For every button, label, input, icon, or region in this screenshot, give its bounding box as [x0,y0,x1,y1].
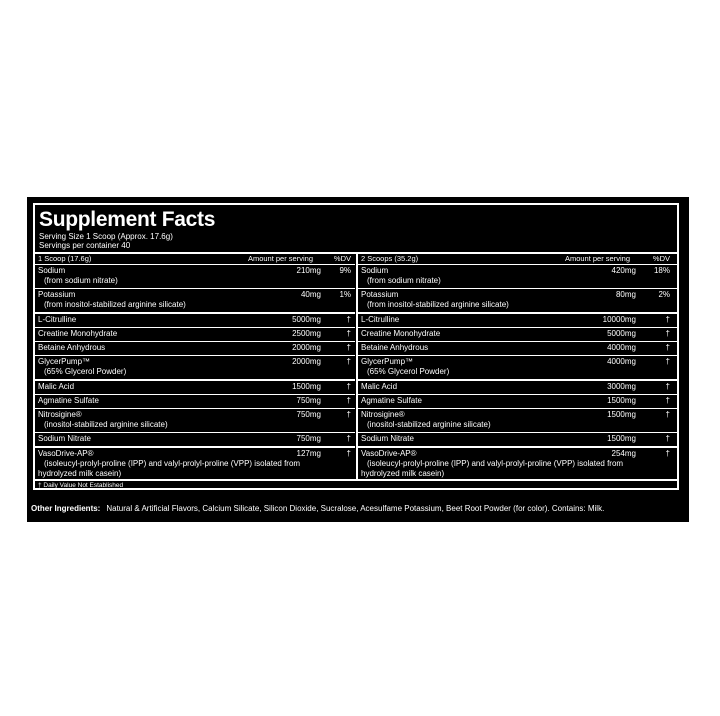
footnote: † Daily Value Not Established [35,479,677,491]
ingredient-row [35,328,355,342]
column-header [358,254,678,265]
ingredient-name: Malic Acid [361,382,398,391]
ingredient-name: Malic Acid [38,382,75,391]
ingredient-amount: 1500mg [292,382,321,391]
ingredient-amount: 750mg [296,434,321,443]
ingredient-row [358,409,678,433]
one-scoop-column [35,254,355,481]
ingredient-name: L-Citrulline [361,315,400,324]
ingredient-row [35,314,355,328]
ingredient-row [35,289,355,314]
ingredient-name: Agmatine Sulfate [361,396,422,405]
facts-table [33,203,679,490]
ingredient-row [35,395,355,409]
ingredient-amount: 4000mg [607,343,636,352]
ingredient-source: (from sodium nitrate) [44,276,118,285]
ingredient-name: Agmatine Sulfate [38,396,99,405]
ingredient-name: Sodium [38,266,66,275]
ingredient-amount: 5000mg [292,315,321,324]
ingredient-row [358,356,678,381]
ingredient-row [35,356,355,381]
ingredient-amount: 80mg [615,290,636,299]
ingredient-name: Sodium [361,266,389,275]
ingredient-source: (from inositol-stabilized arginine silicate) [367,300,509,309]
ingredient-dv: † [665,357,670,366]
ingredient-row [358,448,678,481]
ingredient-dv: † [346,343,351,352]
ingredient-dv: † [665,434,670,443]
ingredient-name: Sodium Nitrate [38,434,91,443]
ingredient-source: (isoleucyl-prolyl-proline (IPP) and valyl-prolyl-proline (VPP) isolated from [367,459,624,468]
column-header [35,254,355,265]
ingredient-row [358,289,678,314]
ingredient-source: (from sodium nitrate) [367,276,441,285]
other-ingredients-label: Other Ingredients: [31,504,101,513]
ingredient-name: VasoDrive-AP® [38,449,94,458]
ingredient-row [358,381,678,395]
ingredient-name: Potassium [361,290,399,299]
ingredient-dv: † [346,434,351,443]
ingredient-dv: † [346,382,351,391]
ingredient-row [35,409,355,433]
ingredient-dv: † [665,396,670,405]
ingredient-row [358,314,678,328]
facts-title: Supplement Facts [39,208,216,231]
ingredient-name: Betaine Anhydrous [38,343,106,352]
ingredient-row [358,395,678,409]
ingredient-source: (65% Glycerol Powder) [44,367,127,376]
ingredient-amount: 750mg [296,396,321,405]
ingredient-row [358,328,678,342]
ingredient-row [35,433,355,448]
ingredient-amount: 254mg [611,449,636,458]
ingredient-amount: 5000mg [607,329,636,338]
ingredient-name: Nitrosigine® [38,410,82,419]
two-scoops-column [358,254,678,481]
ingredient-dv: 2% [658,290,670,299]
ingredient-source: (from inositol-stabilized arginine silicate) [44,300,186,309]
serving-label: 1 Scoop (17.6g) [38,254,92,263]
dv-header: %DV [652,254,670,263]
ingredient-name: Betaine Anhydrous [361,343,429,352]
ingredient-name: Potassium [38,290,76,299]
ingredient-name: Creatine Monohydrate [38,329,118,338]
ingredient-name: GlycerPump™ [361,357,414,366]
dv-header: %DV [333,254,351,263]
ingredient-amount: 420mg [611,266,636,275]
ingredient-dv: 1% [339,290,351,299]
ingredient-name: Creatine Monohydrate [361,329,441,338]
ingredient-dv: 18% [653,266,670,275]
ingredient-name: Sodium Nitrate [361,434,414,443]
ingredient-row [35,265,355,289]
ingredient-amount: 4000mg [607,357,636,366]
ingredient-dv: † [346,449,351,458]
ingredient-amount: 1500mg [607,434,636,443]
ingredient-name: Nitrosigine® [361,410,405,419]
ingredient-dv: † [665,343,670,352]
ingredient-amount: 127mg [296,449,321,458]
amount-header: Amount per serving [564,254,630,263]
ingredient-source-cont: hydrolyzed milk casein) [38,469,122,478]
serving-size: Serving Size 1 Scoop (Approx. 17.6g) [39,232,173,241]
ingredient-amount: 750mg [296,410,321,419]
ingredient-dv: † [346,315,351,324]
ingredient-name: L-Citrulline [38,315,77,324]
ingredient-source-cont: hydrolyzed milk casein) [361,469,445,478]
ingredient-dv: † [346,329,351,338]
ingredient-row [358,265,678,289]
ingredient-name: VasoDrive-AP® [361,449,417,458]
ingredient-amount: 10000mg [602,315,636,324]
ingredient-row [35,448,355,481]
ingredient-dv: † [665,329,670,338]
serving-label: 2 Scoops (35.2g) [361,254,419,263]
ingredient-dv: † [346,357,351,366]
ingredient-source: (inositol-stabilized arginine silicate) [44,420,168,429]
ingredient-name: GlycerPump™ [38,357,91,366]
ingredient-dv: † [665,410,670,419]
servings-per-container: Servings per container 40 [39,241,131,250]
ingredient-row [358,433,678,448]
ingredient-amount: 1500mg [607,396,636,405]
ingredient-amount: 210mg [296,266,321,275]
ingredient-dv: † [346,396,351,405]
ingredient-row [35,342,355,356]
ingredient-dv: 9% [339,266,351,275]
ingredient-amount: 2500mg [292,329,321,338]
ingredient-row [35,381,355,395]
ingredient-dv: † [665,382,670,391]
ingredient-amount: 2000mg [292,343,321,352]
ingredient-amount: 2000mg [292,357,321,366]
other-ingredients [31,504,604,514]
supplement-facts-panel [27,197,689,522]
ingredient-row [358,342,678,356]
ingredient-amount: 40mg [300,290,321,299]
ingredient-source: (inositol-stabilized arginine silicate) [367,420,491,429]
other-ingredients-text: Natural & Artificial Flavors, Calcium Silicate, Silicon Dioxide, Sucralose, Acesulfame Potassium, Beet Root Powder (for color). Contains: Milk. [106,504,605,513]
amount-header: Amount per serving [247,254,313,263]
ingredient-dv: † [665,315,670,324]
ingredient-amount: 3000mg [607,382,636,391]
ingredient-source: (65% Glycerol Powder) [367,367,450,376]
ingredient-amount: 1500mg [607,410,636,419]
ingredient-dv: † [665,449,670,458]
ingredient-source: (isoleucyl-prolyl-proline (IPP) and valyl-prolyl-proline (VPP) isolated from [44,459,301,468]
ingredient-dv: † [346,410,351,419]
